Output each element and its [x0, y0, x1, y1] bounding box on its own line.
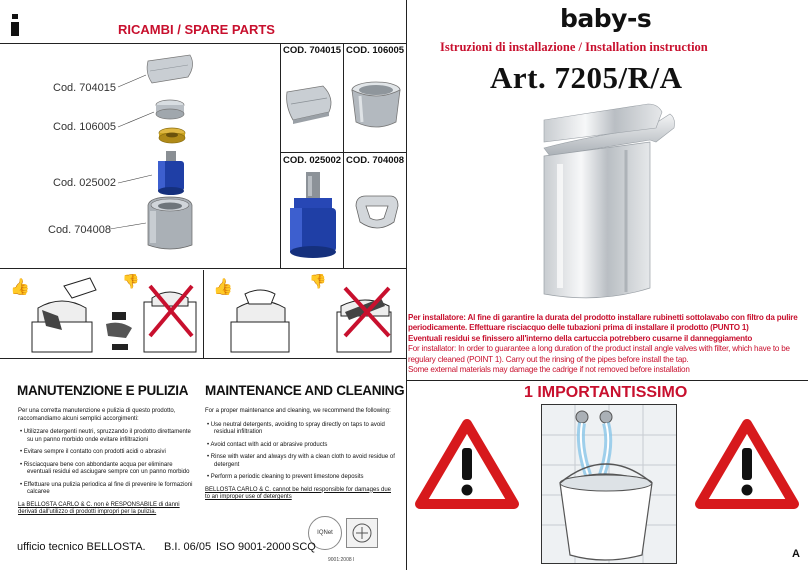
svg-text:👍: 👍 [10, 277, 30, 296]
maint-it-note: La BELLOSTA CARLO & C. non è RESPONSABILE di danni derivati dall'utilizzo di prodotti impropri per la pulizia. [18, 501, 180, 515]
maint-it-bullet: • Risciacquare bene con abbondante acqua per eliminare eventuali residui ed asciugare sempre con un panno morbido [18, 462, 198, 477]
part-label-704008: Cod. 704008 [48, 224, 111, 236]
faucet-product-image [530, 98, 680, 304]
article-number: Art. 7205/R/A [490, 60, 683, 95]
warning-en-2: Some external materials may damage the cadrige if not removed before installation [408, 365, 690, 375]
spare-parts-title: RICAMBI / SPARE PARTS [118, 22, 275, 37]
info-icon [8, 14, 22, 36]
brand-logo: baby-s [560, 4, 652, 33]
grid-head-704008: COD. 704008 [346, 155, 405, 166]
grid-head-704015: COD. 704015 [283, 45, 342, 56]
maint-it-bullet: • Effettuare una pulizia periodica al fine di prevenire le formazioni calcaree [18, 482, 198, 497]
parts-grid-hline [280, 152, 406, 153]
scq-cert-logo [346, 518, 378, 548]
spare-bottom-rule [0, 268, 406, 269]
part-label-106005: Cod. 106005 [53, 121, 116, 133]
maint-it-intro: Per una corretta manutenzione e pulizia di questo prodotto, raccomandiamo alcuni semplici accorgimenti: [18, 408, 176, 422]
footer-bi: B.I. 06/05 [164, 541, 212, 553]
cert-number: 9001:2008 I [328, 557, 355, 563]
steps-bottom-rule [0, 358, 406, 359]
steps-left-illustration [2, 272, 202, 356]
grid-image-cartridge [284, 168, 340, 266]
installer-warning [408, 313, 806, 375]
steps-right-illustration [205, 272, 405, 356]
grid-image-ring [348, 78, 404, 138]
maint-en-note: BELLOSTA CARLO & C. cannot be held responsible for damages due to an improper use of detergents [205, 486, 391, 500]
maint-it-bullet: • Utilizzare detergenti neutri, spruzzando il prodotto direttamente su un panno morbido onde evitare infiltrazioni [18, 429, 198, 444]
maint-en-body [205, 408, 395, 502]
svg-text:👎: 👎 [122, 274, 140, 290]
footer-scq: SCQ [292, 541, 316, 553]
parts-grid-vline [343, 43, 344, 268]
grid-image-gasket [352, 192, 402, 236]
footer-iso: ISO 9001-2000 [216, 541, 291, 553]
maint-it-body [18, 408, 198, 517]
warning-triangle-right-icon [694, 418, 800, 510]
instruction-title: Istruzioni di installazione / Installation instruction [440, 40, 708, 54]
warning-en-1: For installator: In order to guarantee a long duration of the product install angle valves with filter, which have to be regulary cleaned (POINT 1). Carry out the rinsing of the pipes before install the tap. [408, 344, 790, 364]
grid-image-handle [283, 80, 341, 130]
maint-en-bullet: • Avoid contact with acid or abrasive products [205, 442, 395, 450]
exploded-parts [0, 45, 280, 267]
right-divider-rule [406, 380, 808, 381]
maint-en-title: MAINTENANCE AND CLEANING [205, 383, 405, 398]
warning-it-2: Eventuali residui se finissero all'interno della cartuccia potrebbero cusarne il danneggiamento [408, 333, 753, 343]
grid-head-106005: COD. 106005 [346, 45, 405, 56]
pipe-flush-illustration [541, 404, 677, 564]
page-letter: A [792, 548, 800, 560]
steps-divider [203, 270, 204, 358]
footer-office: ufficio tecnico BELLOSTA. [17, 541, 146, 553]
important-heading: 1 IMPORTANTISSIMO [524, 384, 688, 401]
svg-text:👍: 👍 [213, 277, 233, 296]
maint-en-bullet: • Use neutral detergents, avoiding to spray directly on taps to avoid residual infiltration [205, 422, 395, 437]
grid-head-025002: COD. 025002 [283, 155, 342, 166]
iqnet-label: IQNet [317, 530, 333, 536]
maint-en-intro: For a proper maintenance and cleaning, we recommend the following: [205, 408, 391, 414]
maint-en-bullet: • Perform a periodic cleaning to prevent limestone deposits [205, 474, 395, 482]
part-label-704015: Cod. 704015 [53, 82, 116, 94]
maint-en-bullet: • Rinse with water and always dry with a clean cloth to avoid residue of detergent [205, 454, 395, 469]
part-label-025002: Cod. 025002 [53, 177, 116, 189]
warning-triangle-left-icon [414, 418, 520, 510]
svg-text:👎: 👎 [309, 274, 327, 290]
maint-it-title: MANUTENZIONE E PULIZIA [17, 383, 189, 398]
warning-it-1: Per installatore: Al fine di garantire la durata del prodotto installare rubinetti sottolavabo con filtro da pulire periodicamente. Effettuare risciacquo delle tubazioni prima di installare il prodotto (PUNTO 1) [408, 313, 798, 333]
maint-it-bullet: • Evitare sempre il contatto con prodotti acidi o abrasivi [18, 449, 198, 457]
